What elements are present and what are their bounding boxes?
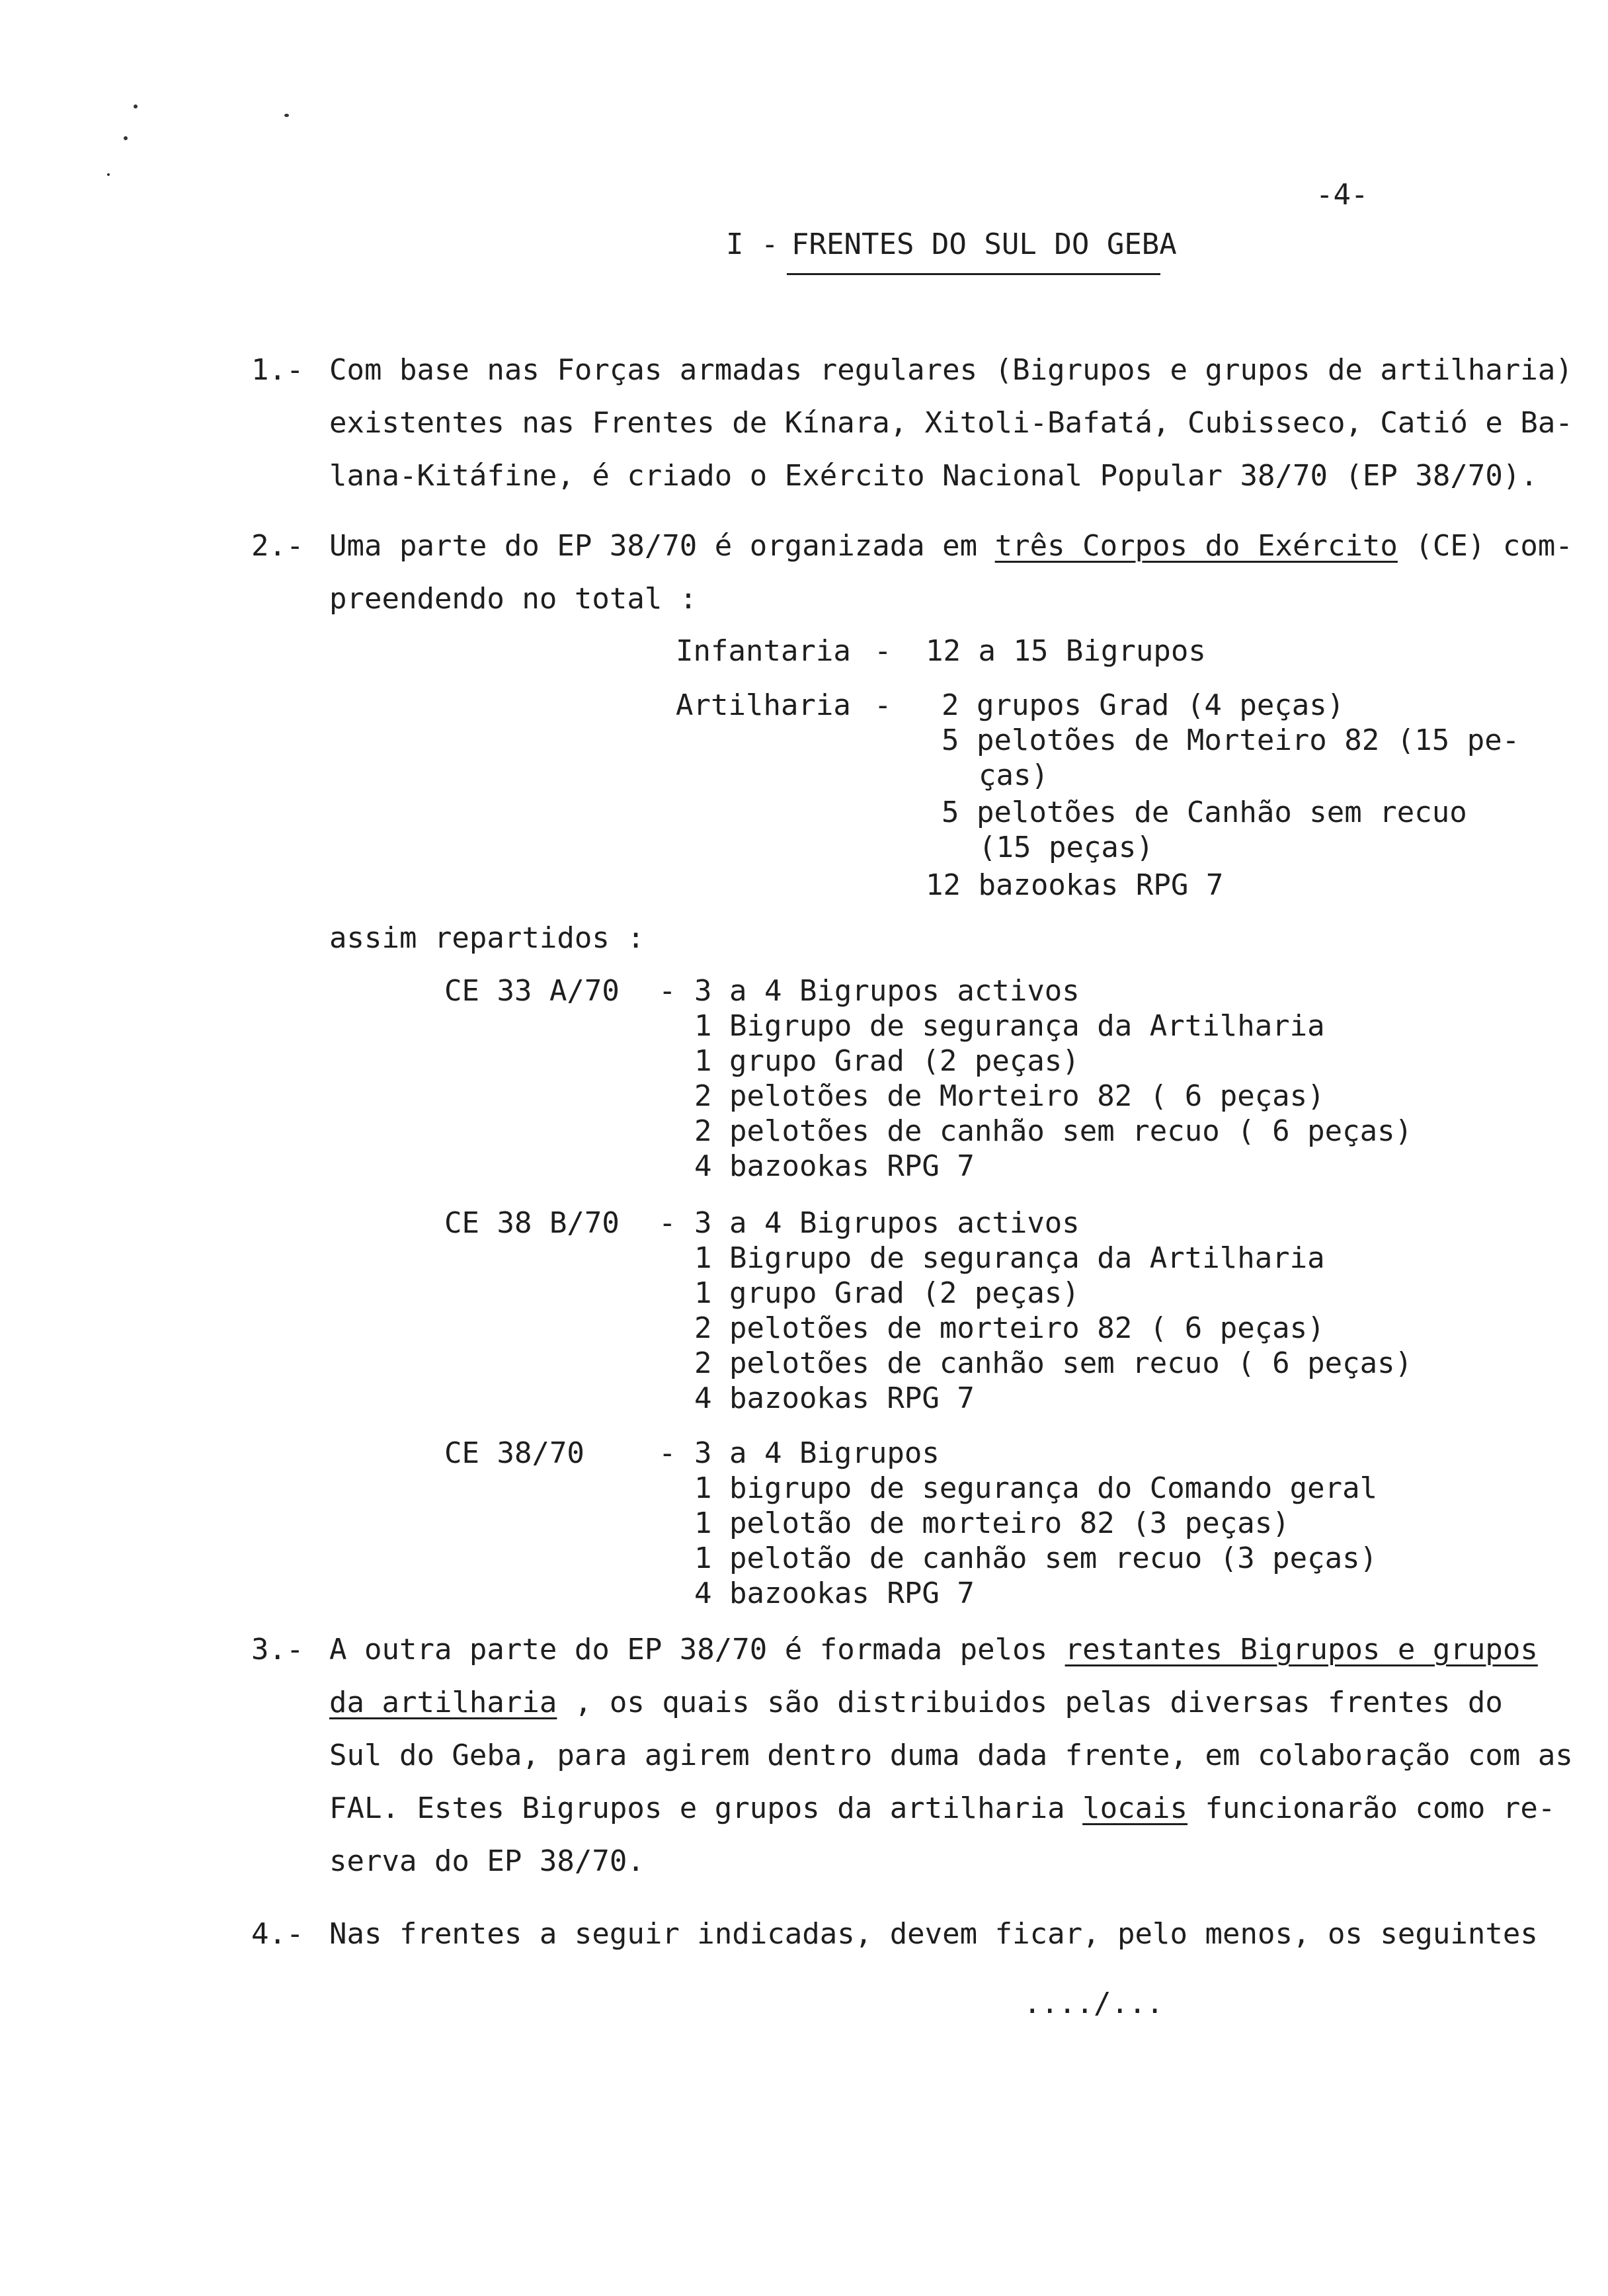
corps-c-dash: - [659, 1436, 676, 1470]
artillery-line-5: (15 peças) [979, 831, 1154, 864]
continuation-mark: ..../... [1024, 1987, 1164, 2020]
artillery-line-2: 5 pelotões de Morteiro 82 (15 pe- [942, 723, 1520, 757]
corps-b-item-2: 1 Bigrupo de segurança da Artilharia [694, 1241, 1325, 1275]
paragraph-4-line-1: Nas frentes a seguir indicadas, devem ficar, pelo menos, os seguintes [329, 1917, 1538, 1951]
corps-c-item-2: 1 bigrupo de segurança do Comando geral [694, 1471, 1378, 1505]
page-number: -4- [1316, 178, 1369, 212]
corps-b-item-5: 2 pelotões de canhão sem recuo ( 6 peças) [694, 1346, 1413, 1380]
paragraph-2-line-1 [329, 520, 1573, 573]
corps-b-label: CE 38 B/70 [444, 1206, 620, 1240]
paragraph-2-number: 2.- [251, 529, 304, 563]
artillery-line-6: 12 bazookas RPG 7 [926, 868, 1224, 902]
corps-c-item-3: 1 pelotão de morteiro 82 (3 peças) [694, 1506, 1290, 1540]
paragraph-1-number: 1.- [251, 353, 304, 387]
infantry-label: Infantaria [676, 634, 851, 668]
paragraph-4-number: 4.- [251, 1917, 304, 1951]
paragraph-2-text-b: (CE) com- [1397, 529, 1573, 563]
corps-a-dash: - [659, 974, 676, 1008]
scan-speck [124, 136, 128, 140]
section-title-text: FRENTES DO SUL DO GEBA [791, 227, 1177, 261]
artillery-line-3: ças) [979, 758, 1049, 792]
corps-b-item-1: 3 a 4 Bigrupos activos [694, 1206, 1080, 1240]
paragraph-1-line-1: Com base nas Forças armadas regulares (Bigrupos e grupos de artilharia) [329, 353, 1573, 387]
paragraph-3-text-b: , os quais são distribuidos pelas diversas frentes do [557, 1686, 1503, 1719]
corps-a-item-4: 2 pelotões de Morteiro 82 ( 6 peças) [694, 1079, 1325, 1113]
section-title-numeral: I - [726, 227, 779, 261]
infantry-value: 12 a 15 Bigrupos [926, 634, 1206, 668]
corps-c-item-1: 3 a 4 Bigrupos [694, 1436, 940, 1470]
paragraph-3-line-5: serva do EP 38/70. [329, 1844, 645, 1878]
corps-b-dash: - [659, 1206, 676, 1240]
corps-a-item-5: 2 pelotões de canhão sem recuo ( 6 peças) [694, 1114, 1413, 1148]
corps-b-item-3: 1 grupo Grad (2 peças) [694, 1276, 1080, 1310]
corps-a-label: CE 33 A/70 [444, 974, 620, 1008]
paragraph-2-text-a: Uma parte do EP 38/70 é organizada em [329, 529, 995, 563]
paragraph-3-line-4 [329, 1782, 1555, 1835]
paragraph-3-text-a: A outra parte do EP 38/70 é formada pelos [329, 1633, 1065, 1666]
paragraph-3-line-2 [329, 1676, 1503, 1729]
paragraph-3-text-c: FAL. Estes Bigrupos e grupos da artilharia [329, 1791, 1083, 1825]
corps-b-item-6: 4 bazookas RPG 7 [694, 1381, 975, 1415]
paragraph-1-line-3: lana-Kitáfine, é criado o Exército Nacional Popular 38/70 (EP 38/70). [329, 459, 1538, 493]
paragraph-3-line-3: Sul do Geba, para agirem dentro duma dada frente, em colaboração com as [329, 1739, 1573, 1772]
paragraph-2-underlined: três Corpos do Exército [994, 529, 1398, 563]
paragraph-3-number: 3.- [251, 1633, 304, 1666]
distribution-intro: assim repartidos : [329, 921, 645, 955]
paragraph-3-text-d: funcionarão como re- [1187, 1791, 1556, 1825]
paragraph-1-line-2: existentes nas Frentes de Kínara, Xitoli-Bafatá, Cubisseco, Catió e Ba- [329, 406, 1573, 440]
paragraph-3-underlined-a: restantes Bigrupos e grupos [1065, 1633, 1538, 1666]
corps-b-item-4: 2 pelotões de morteiro 82 ( 6 peças) [694, 1311, 1325, 1345]
corps-a-item-6: 4 bazookas RPG 7 [694, 1149, 975, 1183]
paragraph-3-underlined-c: locais [1082, 1791, 1188, 1825]
artillery-label: Artilharia [676, 688, 851, 722]
artillery-line-1: 2 grupos Grad (4 peças) [942, 688, 1345, 722]
paragraph-3-line-1 [329, 1623, 1538, 1676]
artillery-dash: - [874, 688, 892, 722]
corps-a-item-3: 1 grupo Grad (2 peças) [694, 1044, 1080, 1078]
infantry-dash: - [874, 634, 892, 668]
corps-c-item-4: 1 pelotão de canhão sem recuo (3 peças) [694, 1541, 1378, 1575]
scan-speck [134, 104, 138, 108]
paragraph-3-underlined-b: da artilharia [329, 1686, 557, 1719]
paragraph-2-line-2: preendendo no total : [329, 582, 698, 616]
scan-speck [284, 114, 289, 117]
title-underline [787, 273, 1160, 275]
corps-c-item-5: 4 bazookas RPG 7 [694, 1577, 975, 1610]
corps-a-item-1: 3 a 4 Bigrupos activos [694, 974, 1080, 1008]
corps-a-item-2: 1 Bigrupo de segurança da Artilharia [694, 1009, 1325, 1043]
scan-speck [107, 173, 110, 176]
artillery-line-4: 5 pelotões de Canhão sem recuo [942, 796, 1467, 829]
corps-c-label: CE 38/70 [444, 1436, 584, 1470]
